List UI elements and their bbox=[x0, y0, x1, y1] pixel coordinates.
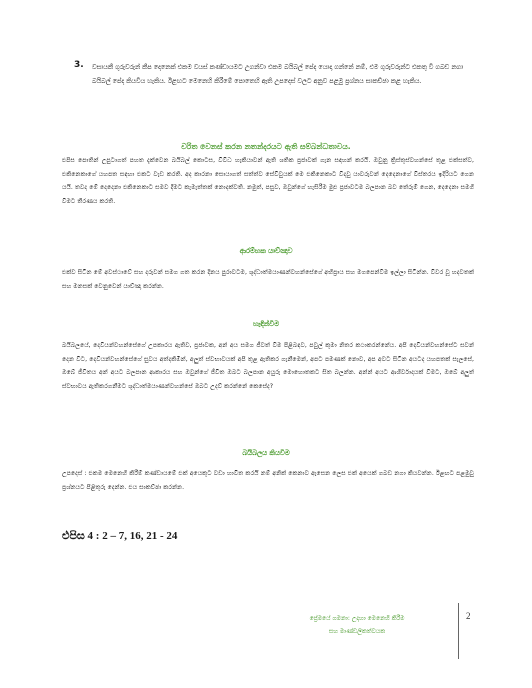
paragraph-connection: එපිස පොතින් උපුටාගත් පහත දැක්වෙන බයිබල් කොටස, විවිධ හැකියාවන් ඇති ශතික ප්‍රජාවක් ගැන සඳහන් කරයි. ඔවුනු ක්‍රිස්තුස්වහන්සේ තුළ එක්සත්ව, එකිනෙකාගේ යහපත සඳහා එකට වැඩ කරති. අද කාරනා සොයාගත් සත්ත්ව සේවිවුයක් මෙ එකිනෙකාට විදවු යාවරුවන් දෙදෙනාගේ විස්තරය ඉදිරියට ගෙන යයි. තවද මේ දෙදෙනා එකිනෙකාට සමව දීමට කැමැත්තක් නොදක්වති. නමුත්, පසුව, ඔවුන්ගේ හැසිරීම මුළු ප්‍රජාවටම බලපාන බව තේරුම් ගෙන, දෙදෙනා සමගි වීමට තීරණය කරති. bbox=[62, 157, 474, 205]
section-heading-bible-reading: බයිබලය කියවීම bbox=[242, 449, 290, 457]
paragraph-bible-reading: උපදෙස් : එකම මෙනෙහි කිරීම් කණ්ඩායමේ එක් අයෙකුට වඩා හාවිත කරයි නම් අනික් කෙනාව ඇසෙන ලෙස එක් අයෙක් ගබඩ නගා කියවන්න. ඊළඟට පළමුවු ප්‍රශ්නයට පිළිතුරු දෙන්න. එය සාකච්ඡා කරන්න. bbox=[62, 470, 474, 491]
item-number: 3. bbox=[74, 60, 84, 70]
footer-title-line1: ප්‍රේමයේ ගමනා: උදාහා මෙනෙහි කිරීම bbox=[309, 615, 405, 622]
paragraph-introduction: බයිබලයේ, දෙවියන්වහන්සේගේ උපකාරය ඇතිව, ප්‍රජාවක, අන් අය සමග ජීවත් වීම පිළිබඳව, පවුල් කුමා නිතර කථාකරන්නේය. අපි දෙවියන්වහන්සේට සවන් දෙන විට, දෙවියන්වහන්සේගේ සුවය අත්දකිමින්, අලුත් ස්වභාවයක් අපි තුළ ඇතිකර ගැනීමෙන්, අපට පමණක් නොව, අප අවට සිටින අයටද යහපතක් සැලසේ, ඔබේ ජීවිතය අන් අයට බලපාන ආකාරය සහ ඔවුන්ගේ ජීවිත ඔබට බලපාන අයුරු මොහොතකට සිත බලන්න. අන්න් අයට ආශිර්වාදයක් වීමට, ඔබේ අලුත් ස්වභාවය ඇතිකරගනීමට ශුද්ධාත්මයාණන්වහන්සේ ඔබට උදව් කරන්නේ කෙසේද? bbox=[62, 342, 474, 390]
numbered-item-3 bbox=[74, 60, 466, 88]
page-number: 2 bbox=[466, 611, 471, 621]
section-heading-connection: චරිත වෙනස් කරන නතන්දරයට ඇති සම්බන්ධතාවය. bbox=[181, 142, 351, 151]
section-heading-introduction: හැඳින්වීම bbox=[252, 320, 279, 328]
page-footer bbox=[262, 612, 452, 638]
paragraph-opening-prayer: එක්ව සිටින මේ අවස්ථාවේ සහ දරුවන් සමග ගත කරන දිනය පුරාවටම, ශුද්ධාත්මයාණන්වහන්සේගේ අභිප්‍රාය සහ මගපෙන්වීම ඉල්ලා සිටින්න. විවර වූ හදවතක් සහ මනසක් වෙනුවෙන් යාච්ඤා කරන්න. bbox=[62, 269, 474, 290]
scripture-reference: එපිස 4 : 2 – 7, 16, 21 - 24 bbox=[62, 530, 178, 542]
item-text: වසායකී ගුරුවරුන් කීප දෙනෙක් එකම වයස් කණ්ඩායමට උගන්වා එකම බයිබල් පේද යොදා ගන්නේ නම්, එම ගුරුවරුන්ට එකතු වී ගබඩ නගා බයිබල් පේද කියවිය හැකිය. ඊළඟට මෙනෙහි කිරීමේ පොතෙහි ඇති උපදෙස් වලට අනුව පළමු ප්‍රශ්නය සාකච්ඡා කළ හැකිය. bbox=[92, 63, 464, 85]
footer-title-line2: සහ මාණ්ඩලිකත්වයක bbox=[328, 628, 386, 635]
section-heading-opening-prayer: ආරම්භක යාච්ඤාව bbox=[239, 247, 293, 255]
footer-divider bbox=[458, 603, 459, 659]
